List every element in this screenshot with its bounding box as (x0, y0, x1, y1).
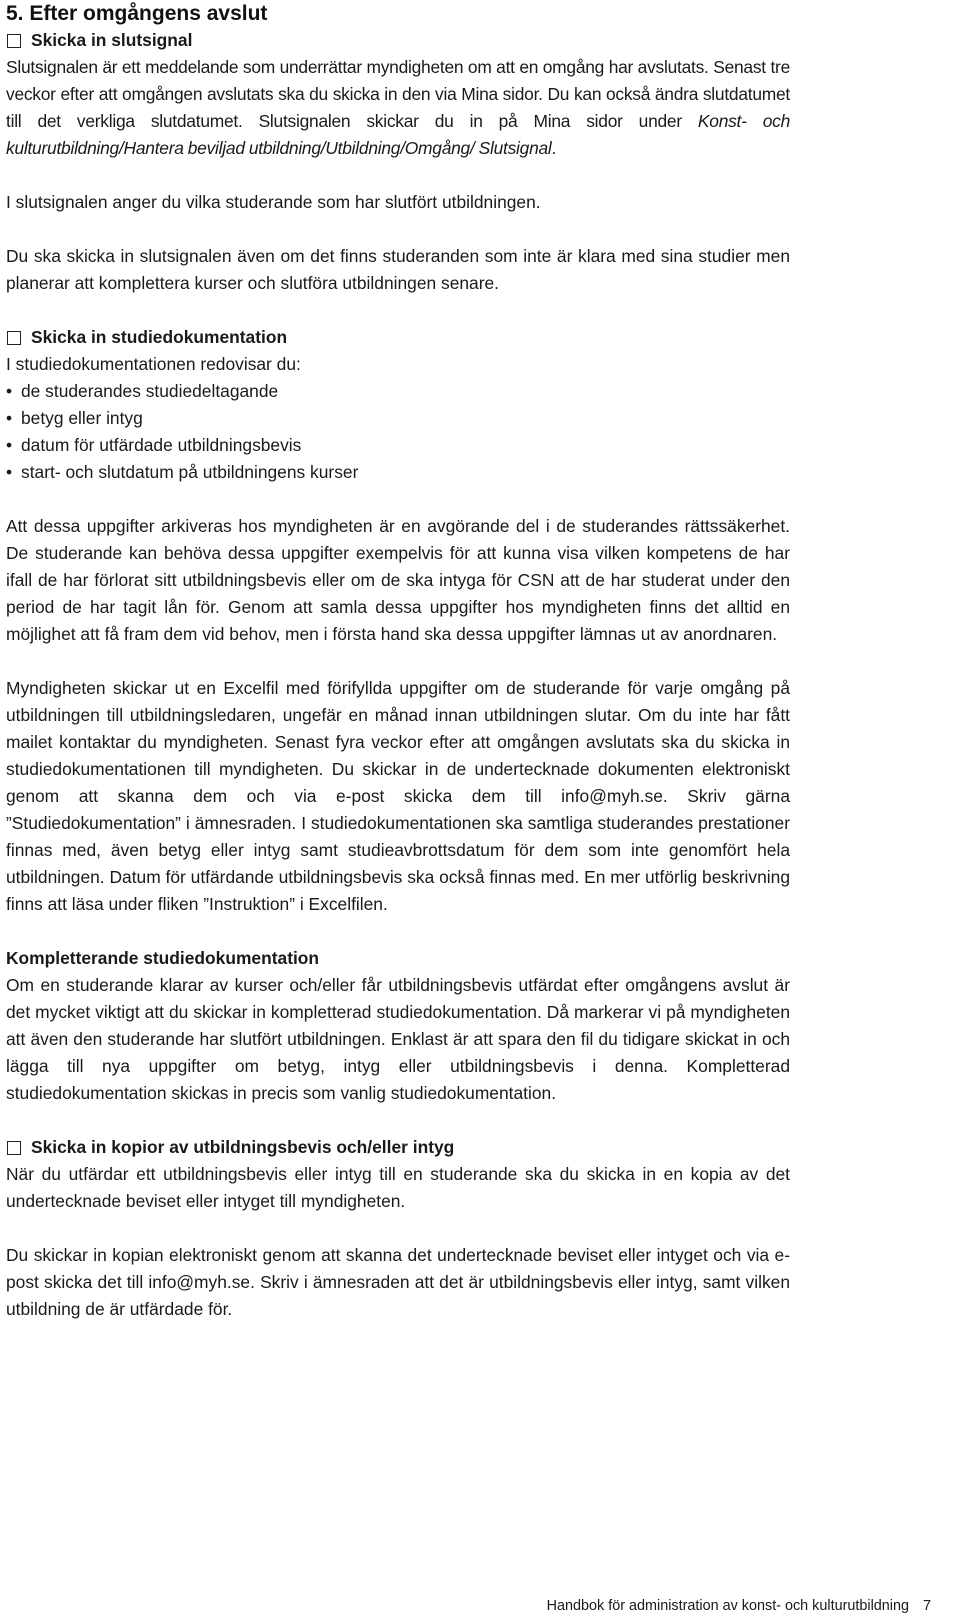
slutsignal-paragraph-3: Du ska skicka in slutsignalen även om det finns studeranden som inte är klara med sina studier men planerar att komplettera kurser och slutföra utbildningen senare. (6, 246, 790, 293)
slutsignal-heading-text: Skicka in slutsignal (31, 30, 193, 50)
list-item: • de studerandes studiedeltagande (6, 378, 790, 405)
kopior-heading-text: Skicka in kopior av utbildningsbevis och/eller intyg (31, 1137, 455, 1157)
kopior-paragraph-2: Du skickar in kopian elektroniskt genom att skanna det undertecknade beviset eller intyget och via e-post skicka det till info@myh.se. Skriv i ämnesraden att det är utbildningsbevis eller intyg, samt vilken utbildning de är utfärdade för. (6, 1245, 790, 1319)
list-item: • datum för utfärdade utbildningsbevis (6, 432, 790, 459)
mina-sidor-path: Konst- och kulturutbildning/Hantera beviljad utbildning/Utbildning/Omgång/ Slutsignal (6, 111, 790, 158)
checkbox-icon[interactable] (7, 34, 21, 48)
list-item: • start- och slutdatum på utbildningens kurser (6, 459, 790, 486)
checkbox-icon[interactable] (7, 1141, 21, 1155)
slutsignal-heading (6, 27, 790, 54)
footer-title: Handbok för administration av konst- och kulturutbildning (546, 1598, 909, 1614)
studiedokumentation-heading (6, 324, 790, 351)
checkbox-icon[interactable] (7, 331, 21, 345)
studiedokumentation-list (6, 378, 790, 486)
page-number: 7 (922, 1598, 931, 1614)
studiedokumentation-intro: I studiedokumentationen redovisar du: (6, 354, 301, 374)
kopior-paragraph-1: När du utfärdar ett utbildningsbevis eller intyg till en studerande ska du skicka in en kopia av det undertecknade beviset eller intyget till myndigheten. (6, 1164, 790, 1211)
studiedokumentation-paragraph-1: Att dessa uppgifter arkiveras hos myndigheten är en avgörande del i de studerandes rättssäkerhet. De studerande kan behöva dessa uppgifter exempelvis för att kunna visa vilken kompetens de har ifall de har förlorat sitt utbildningsbevis eller om de ska intyga för CSN att de har studerat under den period de har tagit lån för. Genom att samla dessa uppgifter hos myndigheten finns det alltid en möjlighet att få fram dem vid behov, men i första hand ska dessa uppgifter lämnas ut av anordnaren. (6, 516, 790, 644)
slutsignal-paragraph-1: Slutsignalen är ett meddelande som underrättar myndigheten om att en omgång har avslutats. Senast tre veckor efter att omgången avslutats ska du skicka in den via Mina sidor. Du kan också ändra slutdatumet till det verkliga slutdatumet. Slutsignalen skickar du in på Mina sidor under Konst- och kulturutbildning/Hantera beviljad utbildning/Utbildning/Omgång/ Slutsignal. (6, 57, 790, 158)
studiedokumentation-heading-text: Skicka in studiedokumentation (31, 327, 288, 347)
kompletterande-paragraph-1: Om en studerande klarar av kurser och/eller får utbildningsbevis utfärdat efter omgångens avslut är det mycket viktigt att du skickar in kompletterad studiedokumentation. Då markerar vi på myndigheten att även den studerande har slutfört utbildningen. Enklast är att spara den fil du tidigare skickat in och lägga till nya uppgifter om betyg, intyg eller utbildningsbevis i denna. Kompletterad studiedokumentation skickas in precis som vanlig studiedokumentation. (6, 975, 790, 1103)
section-title: 5. Efter omgångens avslut (6, 2, 268, 25)
kompletterande-heading: Kompletterande studiedokumentation (6, 948, 320, 968)
kopior-heading (6, 1134, 790, 1161)
studiedokumentation-paragraph-2: Myndigheten skickar ut en Excelfil med förifyllda uppgifter om de studerande för varje omgång på utbildningen till utbildningsledaren, ungefär en månad innan utbildningen slutar. Om du inte har fått mailet kontaktar du myndigheten. Senast fyra veckor efter att omgången avslutats ska du skicka in studiedokumentationen till myndigheten. Du skickar in de undertecknade dokumenten elektroniskt genom att skanna dem och via e-post skicka dem till info@myh.se. Skriv gärna ”Studiedokumentation” i ämnesraden. I studiedokumentationen ska samtliga studerandes prestationer finnas med, även betyg eller intyg samt studieavbrottsdatum för dem som inte genomfört hela utbildningen. Datum för utfärdande utbildningsbevis ska också finnas med. En mer utförlig beskrivning finns att läsa under fliken ”Instruktion” i Excelfilen. (6, 678, 790, 914)
document-page (6, 0, 790, 1323)
slutsignal-paragraph-2: I slutsignalen anger du vilka studerande som har slutfört utbildningen. (6, 192, 541, 212)
page-footer (547, 1597, 931, 1615)
list-item: • betyg eller intyg (6, 405, 790, 432)
